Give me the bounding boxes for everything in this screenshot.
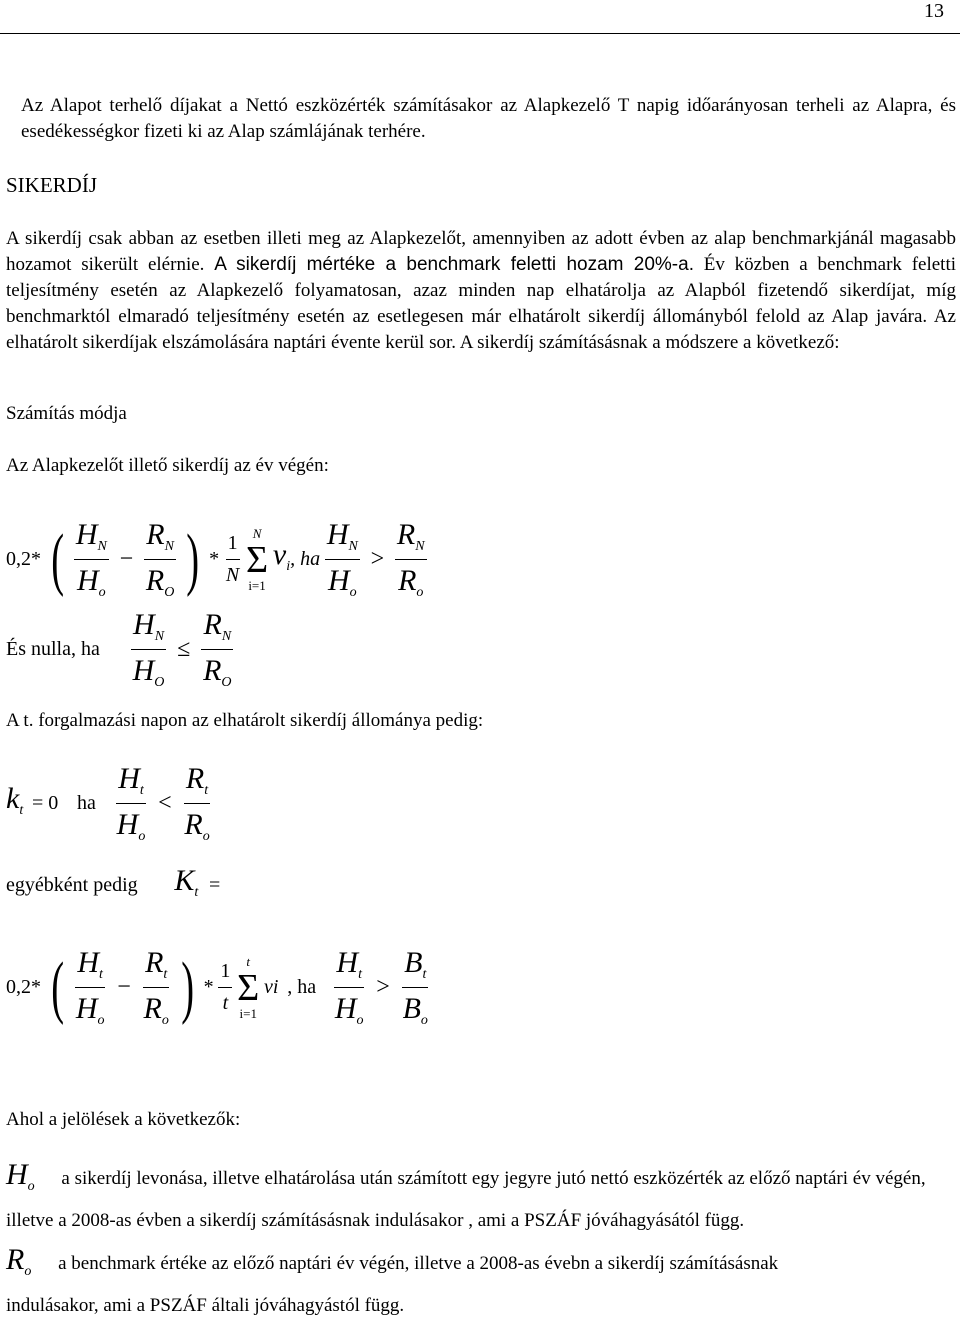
- sum-sign-2: t Σ i=1: [237, 953, 260, 1021]
- paren-left: (: [50, 520, 64, 598]
- fraction-h-zero: $\frac{H_N}{H_O}$: [132, 608, 165, 690]
- fraction-h-cond-2: $\frac{H_t}{H_o}$: [334, 946, 364, 1028]
- sikerdij-paragraph: [6, 226, 956, 356]
- fraction-1-n: $\frac{1}{N}$: [225, 532, 240, 586]
- fraction-h-t-2: $\frac{H_t}{H_o}$: [75, 946, 105, 1028]
- otherwise-text: egyébként pedig: [6, 874, 138, 897]
- lt: <: [158, 790, 172, 816]
- page-number: 13: [924, 0, 944, 22]
- paren-right-2: ): [180, 948, 194, 1026]
- para1-rate-sentence: A sikerdíj mértéke a benchmark feletti hozam 20%-a.: [214, 254, 694, 275]
- fraction-r-t-2: $\frac{R_t}{R_o}$: [143, 946, 169, 1028]
- fraction-h-n: $\frac{H_N}{H_o}$: [75, 518, 107, 600]
- fraction-1-t: $\frac{1}{t}$: [220, 960, 231, 1014]
- star2: *: [209, 548, 220, 570]
- leq: ≤: [177, 636, 191, 662]
- def-h-symbol: H: [6, 1158, 28, 1191]
- intro-paragraph: Az Alapot terhelő díjakat a Nettó eszközérték számításakor az Alapkezelő T napig időarányosan terheli az Alapra, és esedékességkor fizeti ki az Alap számlájának terhére.: [21, 95, 956, 142]
- fraction-b-cond: $\frac{B_t}{B_o}$: [402, 946, 428, 1028]
- paren-right: ): [186, 520, 200, 598]
- formula-daily-fee: 0,2* ( $\frac{H_t}{H_o}$ − $\frac{R_t}{R_o}$ ) * $\frac{1}{t}$ t Σ i=1 vi , ha $\frac{H_t}{H_o}$ > $\frac{B_t}{B_o}$: [6, 946, 428, 1028]
- definition-r: $R_o$ a benchmark értéke az előző naptári év végén, illetve a 2008-as évebn a sikerdíj számításásnak indulásakor, ami a PSZÁF általi jóváhagyástól függ.: [6, 1243, 779, 1316]
- fraction-h-t: $\frac{H_t}{H_o}$: [116, 762, 146, 844]
- where-text: Ahol a jelölések a következők:: [6, 1109, 241, 1130]
- sum-sign: N Σ i=1: [245, 525, 269, 593]
- def-h-text: a sikerdíj levonása, illetve elhatárolása után számított egy jegyre jutó nettó eszközérték az előző naptári év végén, illetve a 2008-as évben a sikerdíj számításásnak indulásakor , ami a PSZÁF jóváhagyásától függ.: [6, 1168, 926, 1231]
- minus: −: [119, 546, 134, 572]
- year-end-text: Az Alapkezelőt illető sikerdíj az év végén:: [6, 455, 329, 476]
- formula-annual-fee: 0,2* ( $\frac{H_N}{H_o}$ − $\frac{R_N}{R_O}$ ) * $\frac{1}{N}$ N Σ i=1 $v_i$, ha $\frac{H_N}{H_o}$ > $\frac{R_N}{R_o}$: [6, 518, 425, 600]
- paren-left-2: (: [50, 948, 64, 1026]
- para1-part-b: Év közben a benchmark feletti teljesítmény esetén az Alapkezelő folyamatosan, azaz minden nap elhatárolja az Alapból fizetendő sikerdíjat, míg benchmarktól elmaradó teljesítmény esetén az esetlegesen már elhatárolt sikerdíj állományból felold az Alap javára. Az elhatárolt sikerdíjak elszámolására naptári évente kerül sor. A sikerdíj számításásnak a módszere a következő:: [6, 254, 956, 353]
- fraction-r-cond: $\frac{R_N}{R_o}$: [396, 518, 425, 600]
- header-rule: [0, 33, 960, 34]
- def-r-text-a: a benchmark értéke az előző naptári év végén, illetve a 2008-as évebn a sikerdíj számításásnak: [58, 1253, 779, 1274]
- fraction-r-zero: $\frac{R_N}{R_O}$: [203, 608, 232, 690]
- fraction-h-cond: $\frac{H_N}{H_o}$: [326, 518, 358, 600]
- zero-label: És nulla, ha: [6, 638, 100, 660]
- formula-daily-zero: $k_t = 0$ ha $\frac{H_t}{H_o}$ < $\frac{R_t}{R_o}$: [6, 762, 210, 844]
- formula-zero-condition: [6, 608, 234, 691]
- para1-part-a: A sikerdíj csak abban az esetben illeti meg az Alapkezelőt, amennyiben az adott évben az alap benchmarkjánál magasabb hozamot sikerült elérnie.: [6, 228, 956, 275]
- v-symbol: v: [272, 537, 287, 571]
- star: *: [31, 548, 41, 570]
- formula-otherwise: egyébként pedig $K_t$ =: [6, 864, 221, 900]
- gt: >: [370, 546, 385, 572]
- fraction-r-t: $\frac{R_t}{R_o}$: [184, 762, 210, 844]
- daily-text: A t. forgalmazási napon az elhatárolt sikerdíj állománya pedig:: [6, 710, 484, 731]
- def-r-text-b: indulásakor, ami a PSZÁF általi jóváhagyástól függ.: [6, 1295, 405, 1316]
- calc-title: Számítás módja: [6, 403, 127, 424]
- def-r-symbol: R: [6, 1243, 25, 1276]
- definition-h: $H_o$ a sikerdíj levonása, illetve elhatárolása után számított egy jegyre jutó nettó eszközérték az előző naptári év végén, illetve a 2008-as évben a sikerdíj számításásnak indulásakor , ami a PSZÁF jóváhagyásától függ.: [6, 1158, 926, 1231]
- fraction-r-n: $\frac{R_N}{R_O}$: [145, 518, 175, 600]
- section-heading: SIKERDÍJ: [6, 173, 98, 197]
- coef: 0,2: [6, 548, 31, 570]
- ha-text: , ha: [290, 548, 321, 570]
